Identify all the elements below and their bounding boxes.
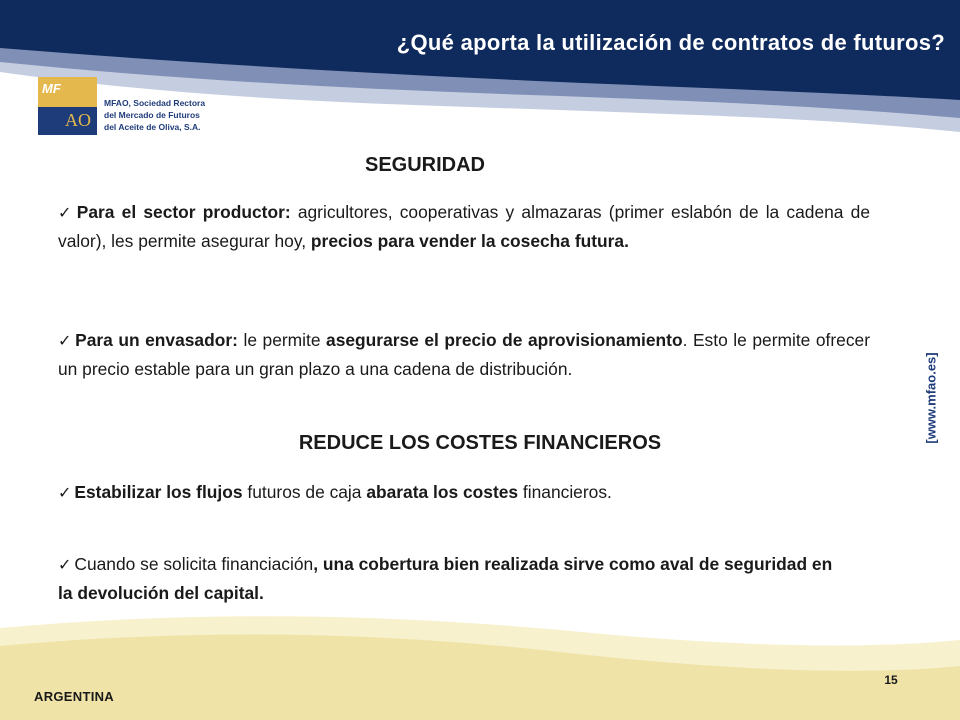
logo-mark bbox=[38, 77, 97, 135]
bullet-estabilizar-flujos bbox=[58, 479, 870, 508]
bullet-emphasis: asegurarse el precio de aprovisionamiento bbox=[326, 330, 683, 350]
checkmark-icon: ✓ bbox=[58, 485, 72, 502]
bullet-text: agricultores, cooperativas y almazaras (primer eslabón de la cadena de valor), les permite asegurar hoy, bbox=[58, 202, 870, 251]
logo-mark-top: MF bbox=[42, 81, 61, 96]
checkmark-icon: ✓ bbox=[58, 205, 74, 222]
bullet-sector-productor bbox=[58, 199, 870, 254]
logo-mark-bottom: AO bbox=[65, 110, 91, 130]
logo-line-3: del Aceite de Oliva, S.A. bbox=[104, 122, 201, 132]
bullet-envasador bbox=[58, 327, 870, 382]
bullet-financiacion bbox=[58, 551, 848, 606]
bullet-lead: Estabilizar los flujos bbox=[74, 482, 243, 502]
mfao-logo bbox=[38, 77, 238, 137]
website-text: [www.mfao.es] bbox=[923, 352, 939, 444]
bullet-text-end: . Esto le permite ofrecer un precio estable para un gran plazo a una cadena de distribución. bbox=[58, 330, 870, 379]
checkmark-icon: ✓ bbox=[58, 557, 72, 574]
section-heading-seguridad: SEGURIDAD bbox=[364, 154, 485, 176]
section-heading-costes: REDUCE LOS COSTES FINANCIEROS bbox=[298, 432, 662, 454]
checkmark-icon: ✓ bbox=[58, 333, 73, 350]
bullet-text: le permite bbox=[237, 330, 327, 350]
website-label bbox=[914, 348, 948, 448]
bullet-emphasis: abarata los costes bbox=[366, 482, 519, 502]
logo-line-2: del Mercado de Futuros bbox=[104, 110, 200, 120]
page-number: 15 bbox=[884, 673, 898, 687]
bullet-emphasis: , una cobertura bien realizada sirve como aval de seguridad en la devolución del capital. bbox=[58, 554, 833, 603]
footer-country: ARGENTINA bbox=[34, 689, 114, 704]
logo-text bbox=[104, 97, 205, 133]
bullet-text-end: financieros. bbox=[518, 482, 612, 502]
bullet-lead: Para un envasador: bbox=[75, 330, 238, 350]
bullet-text: Cuando se solicita financiación bbox=[74, 554, 314, 574]
bullet-emphasis: precios para vender la cosecha futura. bbox=[310, 230, 629, 251]
logo-line-1: MFAO, Sociedad Rectora bbox=[104, 98, 206, 108]
slide-title: ¿Qué aporta la utilización de contratos de futuros? bbox=[396, 30, 945, 55]
bullet-text: futuros de caja bbox=[242, 482, 367, 502]
bullet-lead: Para el sector productor: bbox=[76, 202, 291, 222]
